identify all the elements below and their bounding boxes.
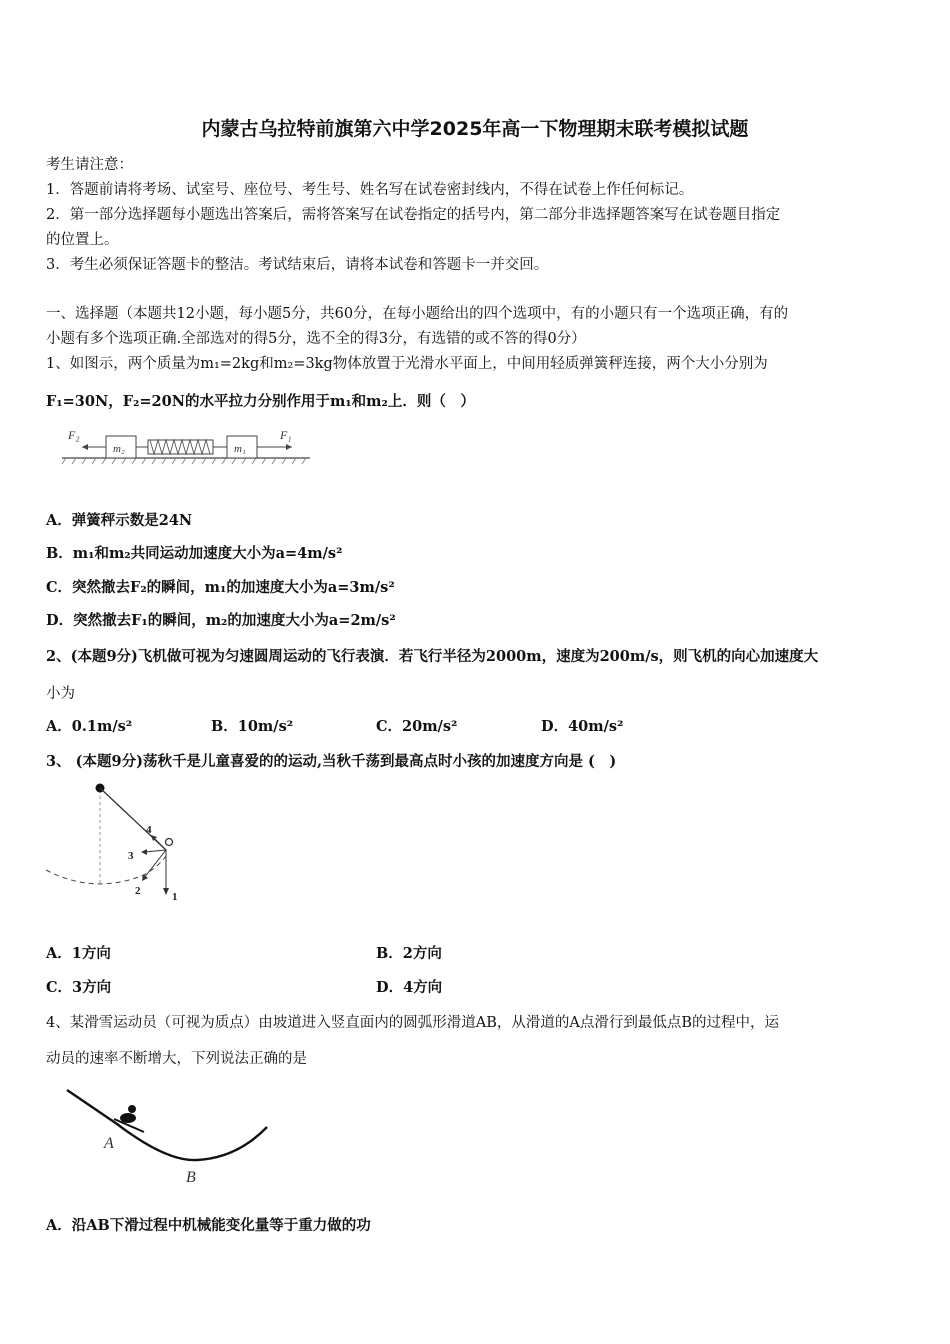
q1-option-b: B．m₁和m₂共同运动加速度大小为a=4m/s² (46, 545, 343, 562)
section-heading-line1: 一、选择题（本题共12小题，每小题5分，共60分，在每小题给出的四个选项中，有的小题只有一个选项正确，有的 (46, 306, 789, 322)
q1-option-a: A．弹簧秤示数是24N (46, 512, 193, 529)
q1-spring-figure (60, 422, 315, 468)
q2-stem-line1: 2、(本题9分)飞机做可视为匀速圆周运动的飞行表演．若飞行半径为2000m，速度为200m/s，则飞机的向心加速度大 (46, 648, 819, 665)
child-figure (166, 839, 173, 846)
q3-swing-figure (44, 780, 194, 910)
label-f1: F₁ (280, 428, 292, 442)
label-m2: m₂ (113, 443, 125, 455)
q1-stem-line2: F₁=30N，F₂=20N的水平拉力分别作用于m₁和m₂上．则（ ） (46, 393, 475, 410)
direction-label-1: 1 (172, 891, 178, 903)
q3-option-c: C．3方向 (46, 979, 112, 996)
label-f2: F₂ (68, 428, 80, 442)
arc-track (67, 1090, 267, 1160)
q3-stem: 3、 (本题9分)荡秋千是儿童喜爱的的运动,当秋千荡到最高点时小孩的加速度方向是 ( ) (46, 753, 617, 770)
q1-option-c: C．突然撤去F₂的瞬间，m₁的加速度大小为a=3m/s² (46, 579, 395, 596)
notice-item-2-cont: 的位置上。 (46, 232, 119, 248)
point-b-label: B (186, 1169, 196, 1186)
notice-heading: 考生请注意： (46, 157, 133, 173)
q2-option-c: C．20m/s² (376, 718, 458, 735)
q1-stem-line1: 1、如图示，两个质量为m₁=2kg和m₂=3kg物体放置于光滑水平面上，中间用轻质弹簧秤连接，两个大小分别为 (46, 356, 768, 372)
direction-label-3: 3 (128, 850, 134, 862)
notice-item-3: 3．考生必须保证答题卡的整洁。考试结束后，请将本试卷和答题卡一并交回。 (46, 257, 549, 273)
q2-option-a: A．0.1m/s² (46, 718, 133, 735)
q4-stem-line1: 4、某滑雪运动员（可视为质点）由坡道进入竖直面内的圆弧形滑道AB，从滑道的A点滑行到最低点B的过程中，运 (46, 1015, 779, 1031)
q1-option-d: D．突然撤去F₁的瞬间，m₂的加速度大小为a=2m/s² (46, 612, 396, 629)
direction-label-2: 2 (135, 885, 141, 897)
q3-option-b: B．2方向 (376, 945, 442, 962)
q2-stem-line2: 小为 (46, 686, 75, 702)
q3-option-d: D．4方向 (376, 979, 443, 996)
skier-figure (114, 1105, 144, 1132)
q4-option-a: A．沿AB下滑过程中机械能变化量等于重力做的功 (46, 1217, 371, 1234)
direction-label-4: 4 (146, 824, 152, 836)
q3-option-a: A．1方向 (46, 945, 111, 962)
q4-stem-line2: 动员的速率不断增大，下列说法正确的是 (46, 1051, 307, 1067)
q2-option-b: B．10m/s² (211, 718, 294, 735)
point-a-label: A (104, 1135, 114, 1152)
notice-item-1: 1．答题前请将考场、试室号、座位号、考生号、姓名写在试卷密封线内，不得在试卷上作任何标记。 (46, 182, 694, 198)
page-title: 内蒙古乌拉特前旗第六中学2025年高一下物理期末联考模拟试题 (201, 118, 749, 140)
label-m1: m₁ (234, 443, 246, 455)
q4-track-figure (62, 1082, 277, 1187)
section-heading-line2: 小题有多个选项正确.全部选对的得5分，选不全的得3分，有选错的或不答的得0分） (46, 331, 586, 347)
notice-item-2: 2．第一部分选择题每小题选出答案后，需将答案写在试卷指定的括号内，第二部分非选择题答案写在试卷题目指定 (46, 207, 781, 223)
q2-option-d: D．40m/s² (541, 718, 624, 735)
